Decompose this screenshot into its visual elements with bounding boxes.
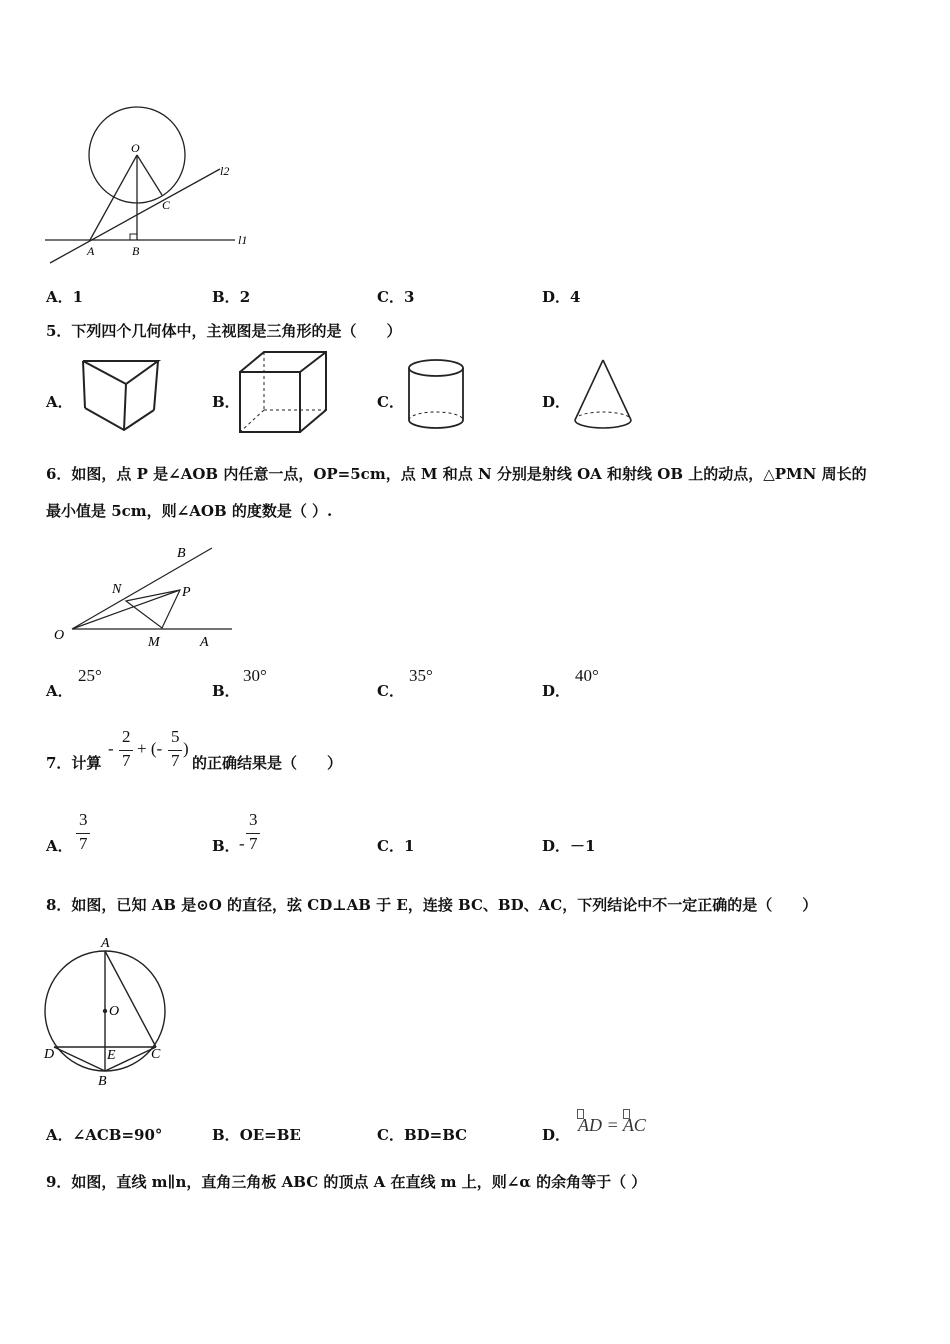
q4-label-l2: l2 — [220, 164, 230, 178]
q4-figure — [40, 105, 260, 270]
q8-label-e: E — [107, 1048, 116, 1063]
q4-option-c: C．3 — [377, 288, 415, 306]
q8-option-d-letter: D． — [542, 1126, 571, 1144]
q5-stem: 5．下列四个几何体中，主视图是三角形的是（ ） — [46, 322, 402, 340]
q8-option-d-expr: AD = AC — [578, 1115, 646, 1135]
q7-option-b-den: 7 — [249, 834, 258, 853]
q8-label-d: D — [44, 1047, 55, 1062]
q8-option-c: C．BD=BC — [377, 1126, 468, 1144]
q6-option-c-value: 35° — [409, 666, 433, 685]
q7-option-b-letter: B． — [212, 837, 240, 855]
q7-expr-den2: 7 — [171, 751, 180, 770]
q7-suffix: 的正确结果是（ ） — [192, 754, 343, 772]
q7-expr-plus-open: + (- — [137, 739, 163, 758]
q7-option-a-den: 7 — [79, 834, 88, 853]
q6-label-n: N — [112, 582, 122, 597]
q5-cone — [570, 356, 636, 436]
q7-option-c: C．1 — [377, 837, 415, 855]
q6-option-a-letter: A． — [46, 682, 73, 700]
q4-option-a: A．1 — [46, 288, 84, 306]
q6-stem-line1: 6．如图，点 P 是∠AOB 内任意一点，OP=5cm，点 M 和点 N 分别是射线 OA 和射线 OB 上的动点，△PMN 周长的 — [46, 465, 867, 483]
q8-option-a: A．∠ACB=90° — [46, 1126, 163, 1144]
q6-option-d-letter: D． — [542, 682, 571, 700]
q7-expr-close: ) — [183, 739, 189, 758]
q6-option-d-value: 40° — [575, 666, 599, 685]
q7-option-a-letter: A． — [46, 837, 73, 855]
q6-label-o: O — [54, 628, 65, 643]
q5-triangular-prism — [78, 356, 163, 434]
q9-stem: 9．如图，直线 m∥n，直角三角板 ABC 的顶点 A 在直线 m 上，则∠α 的余角等于（ ） — [46, 1173, 647, 1191]
q5-option-b-letter: B． — [212, 393, 240, 411]
q7-option-d: D．－1 — [542, 837, 596, 855]
q7-prefix: 7．计算 — [46, 754, 102, 772]
q6-option-b-letter: B． — [212, 682, 240, 700]
q6-label-a: A — [200, 635, 209, 650]
q5-cylinder — [404, 356, 468, 436]
q7-expr-num1: 2 — [122, 727, 131, 746]
q7-option-b-num: 3 — [249, 810, 258, 829]
q7-expr-den1: 7 — [122, 751, 131, 770]
q6-label-b: B — [177, 546, 186, 561]
q8-label-c: C — [151, 1047, 161, 1062]
q5-cube — [236, 348, 332, 436]
q6-label-m: M — [148, 635, 160, 650]
q6-stem-line2: 最小值是 5cm，则∠AOB 的度数是（ ）. — [46, 502, 333, 520]
q4-label-a: A — [87, 244, 95, 258]
q8-figure — [40, 932, 170, 1090]
q7-expr-num2: 5 — [171, 727, 180, 746]
q4-label-o: O — [131, 141, 140, 155]
q7-option-b-sign: - — [239, 834, 245, 853]
q8-label-b: B — [98, 1074, 107, 1089]
q5-option-d-letter: D． — [542, 393, 571, 411]
q8-stem: 8．如图，已知 AB 是⊙O 的直径，弦 CD⊥AB 于 E，连接 BC、BD、AC，下列结论中不一定正确的是（ ） — [46, 896, 818, 914]
q6-figure — [50, 540, 240, 652]
q7-expr-minus: - — [108, 739, 114, 758]
q4-label-b: B — [132, 244, 140, 258]
q8-option-b: B．OE=BE — [212, 1126, 301, 1144]
q4-label-c: C — [162, 198, 171, 212]
q4-option-d: D．4 — [542, 288, 581, 306]
q8-label-o: O — [109, 1004, 120, 1019]
q6-option-a-value: 25° — [78, 666, 102, 685]
q7-option-a-num: 3 — [79, 810, 88, 829]
q4-label-l1: l1 — [238, 233, 248, 247]
q4-option-b: B．2 — [212, 288, 251, 306]
q6-option-b-value: 30° — [243, 666, 267, 685]
q5-option-a-letter: A． — [46, 393, 73, 411]
q8-label-a: A — [101, 936, 110, 951]
q5-option-c-letter: C． — [377, 393, 404, 411]
q6-label-p: P — [182, 585, 191, 600]
q6-option-c-letter: C． — [377, 682, 404, 700]
